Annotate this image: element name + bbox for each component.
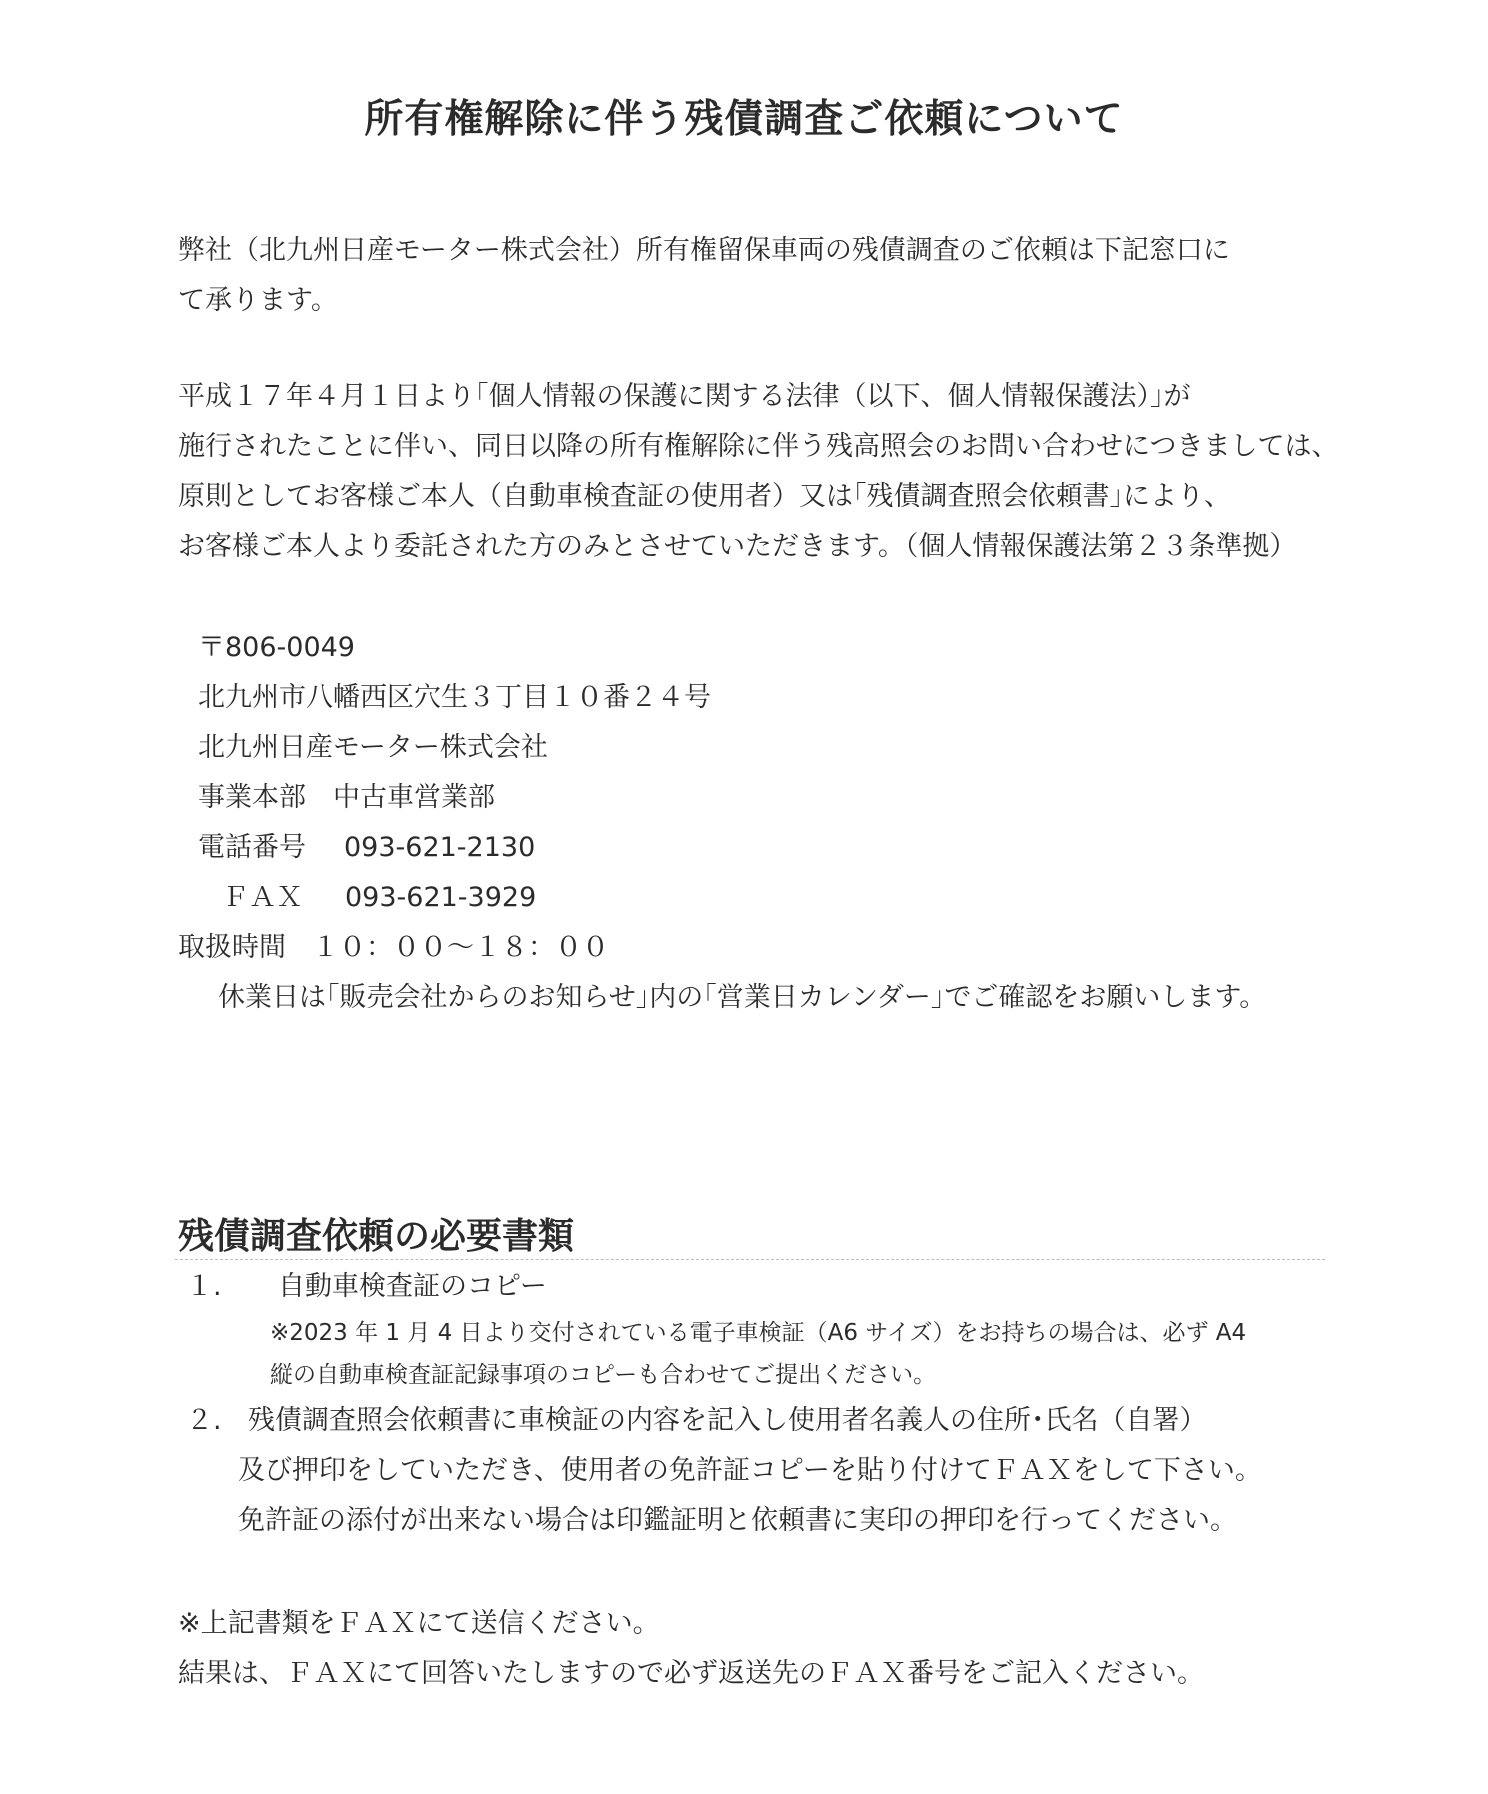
section-divider xyxy=(175,1259,1325,1260)
footer-line: ※上記書類をＦＡＸにて送信ください。 xyxy=(178,1608,660,1639)
phone-row xyxy=(178,823,1328,873)
hours-label: 取扱時間 xyxy=(178,932,286,963)
fax-label: ＦＡＸ xyxy=(222,882,303,913)
contact-block xyxy=(178,623,1328,1023)
list-item-text: 残債調査照会依頼書に車検証の内容を記入し使用者名義人の住所･氏名（自署） xyxy=(248,1405,1207,1436)
phone-label: 電話番号 xyxy=(198,832,306,863)
list-item-text: 自動車検査証のコピー xyxy=(278,1271,547,1302)
list-item xyxy=(178,1262,1328,1312)
company-name: 北九州日産モーター株式会社 xyxy=(198,732,548,763)
fax-number: 093-621-3929 xyxy=(345,882,537,913)
hours-value: １０：００～１８：００ xyxy=(312,932,609,963)
list-item-continuation: 及び押印をしていただき、使用者の免許証コピーを貼り付けてＦＡＸをして下さい。 xyxy=(238,1455,1262,1486)
required-documents-list xyxy=(178,1262,1328,1546)
postal-code: 〒806-0049 xyxy=(198,632,355,663)
list-item-continuation: 免許証の添付が出来ない場合は印鑑証明と依頼書に実印の押印を行ってください。 xyxy=(238,1505,1237,1536)
law-line: 原則としてお客様ご本人（自動車検査証の使用者）又は｢残債調査照会依頼書｣により、 xyxy=(178,481,1231,512)
list-item xyxy=(178,1396,1328,1446)
list-item-number: ２. xyxy=(186,1405,222,1436)
phone-number: 093-621-2130 xyxy=(344,832,536,863)
intro-paragraph xyxy=(178,226,1328,326)
privacy-law-paragraph xyxy=(178,372,1339,572)
section-title: 残債調査依頼の必要書類 xyxy=(178,1215,575,1257)
footer-notes xyxy=(178,1599,1204,1699)
list-item-note: ※2023 年 1 月 4 日より交付されている電子車検証（A6 サイズ）をお持ちの場合は、必ず A4 xyxy=(270,1320,1247,1346)
holiday-note: 休業日は｢販売会社からのお知らせ｣内の｢営業日カレンダー｣でご確認をお願いします。 xyxy=(218,982,1267,1013)
law-line: 施行されたことに伴い、同日以降の所有権解除に伴う残高照会のお問い合わせにつきましては、 xyxy=(178,431,1339,462)
list-item-number: １. xyxy=(186,1271,222,1302)
footer-line: 結果は、ＦＡＸにて回答いたしますので必ず返送先のＦＡＸ番号をご記入ください。 xyxy=(178,1658,1204,1689)
intro-line: て承ります。 xyxy=(178,285,338,316)
law-line: 平成１７年４月１日より｢個人情報の保護に関する法律（以下、個人情報保護法）｣が xyxy=(178,381,1191,412)
hours-row xyxy=(178,923,1328,973)
intro-line: 弊社（北九州日産モーター株式会社）所有権留保車両の残債調査のご依頼は下記窓口に xyxy=(178,235,1230,266)
fax-row xyxy=(178,873,1328,923)
law-line: お客様ご本人より委託された方のみとさせていただきます。（個人情報保護法第２３条準拠） xyxy=(178,531,1297,562)
address: 北九州市八幡西区穴生３丁目１０番２４号 xyxy=(198,682,711,713)
department: 事業本部 中古車営業部 xyxy=(198,782,495,813)
page-title: 所有権解除に伴う残債調査ご依頼について xyxy=(364,97,1124,143)
list-item-note: 縦の自動車検査証記録事項のコピーも合わせてご提出ください。 xyxy=(270,1362,937,1388)
